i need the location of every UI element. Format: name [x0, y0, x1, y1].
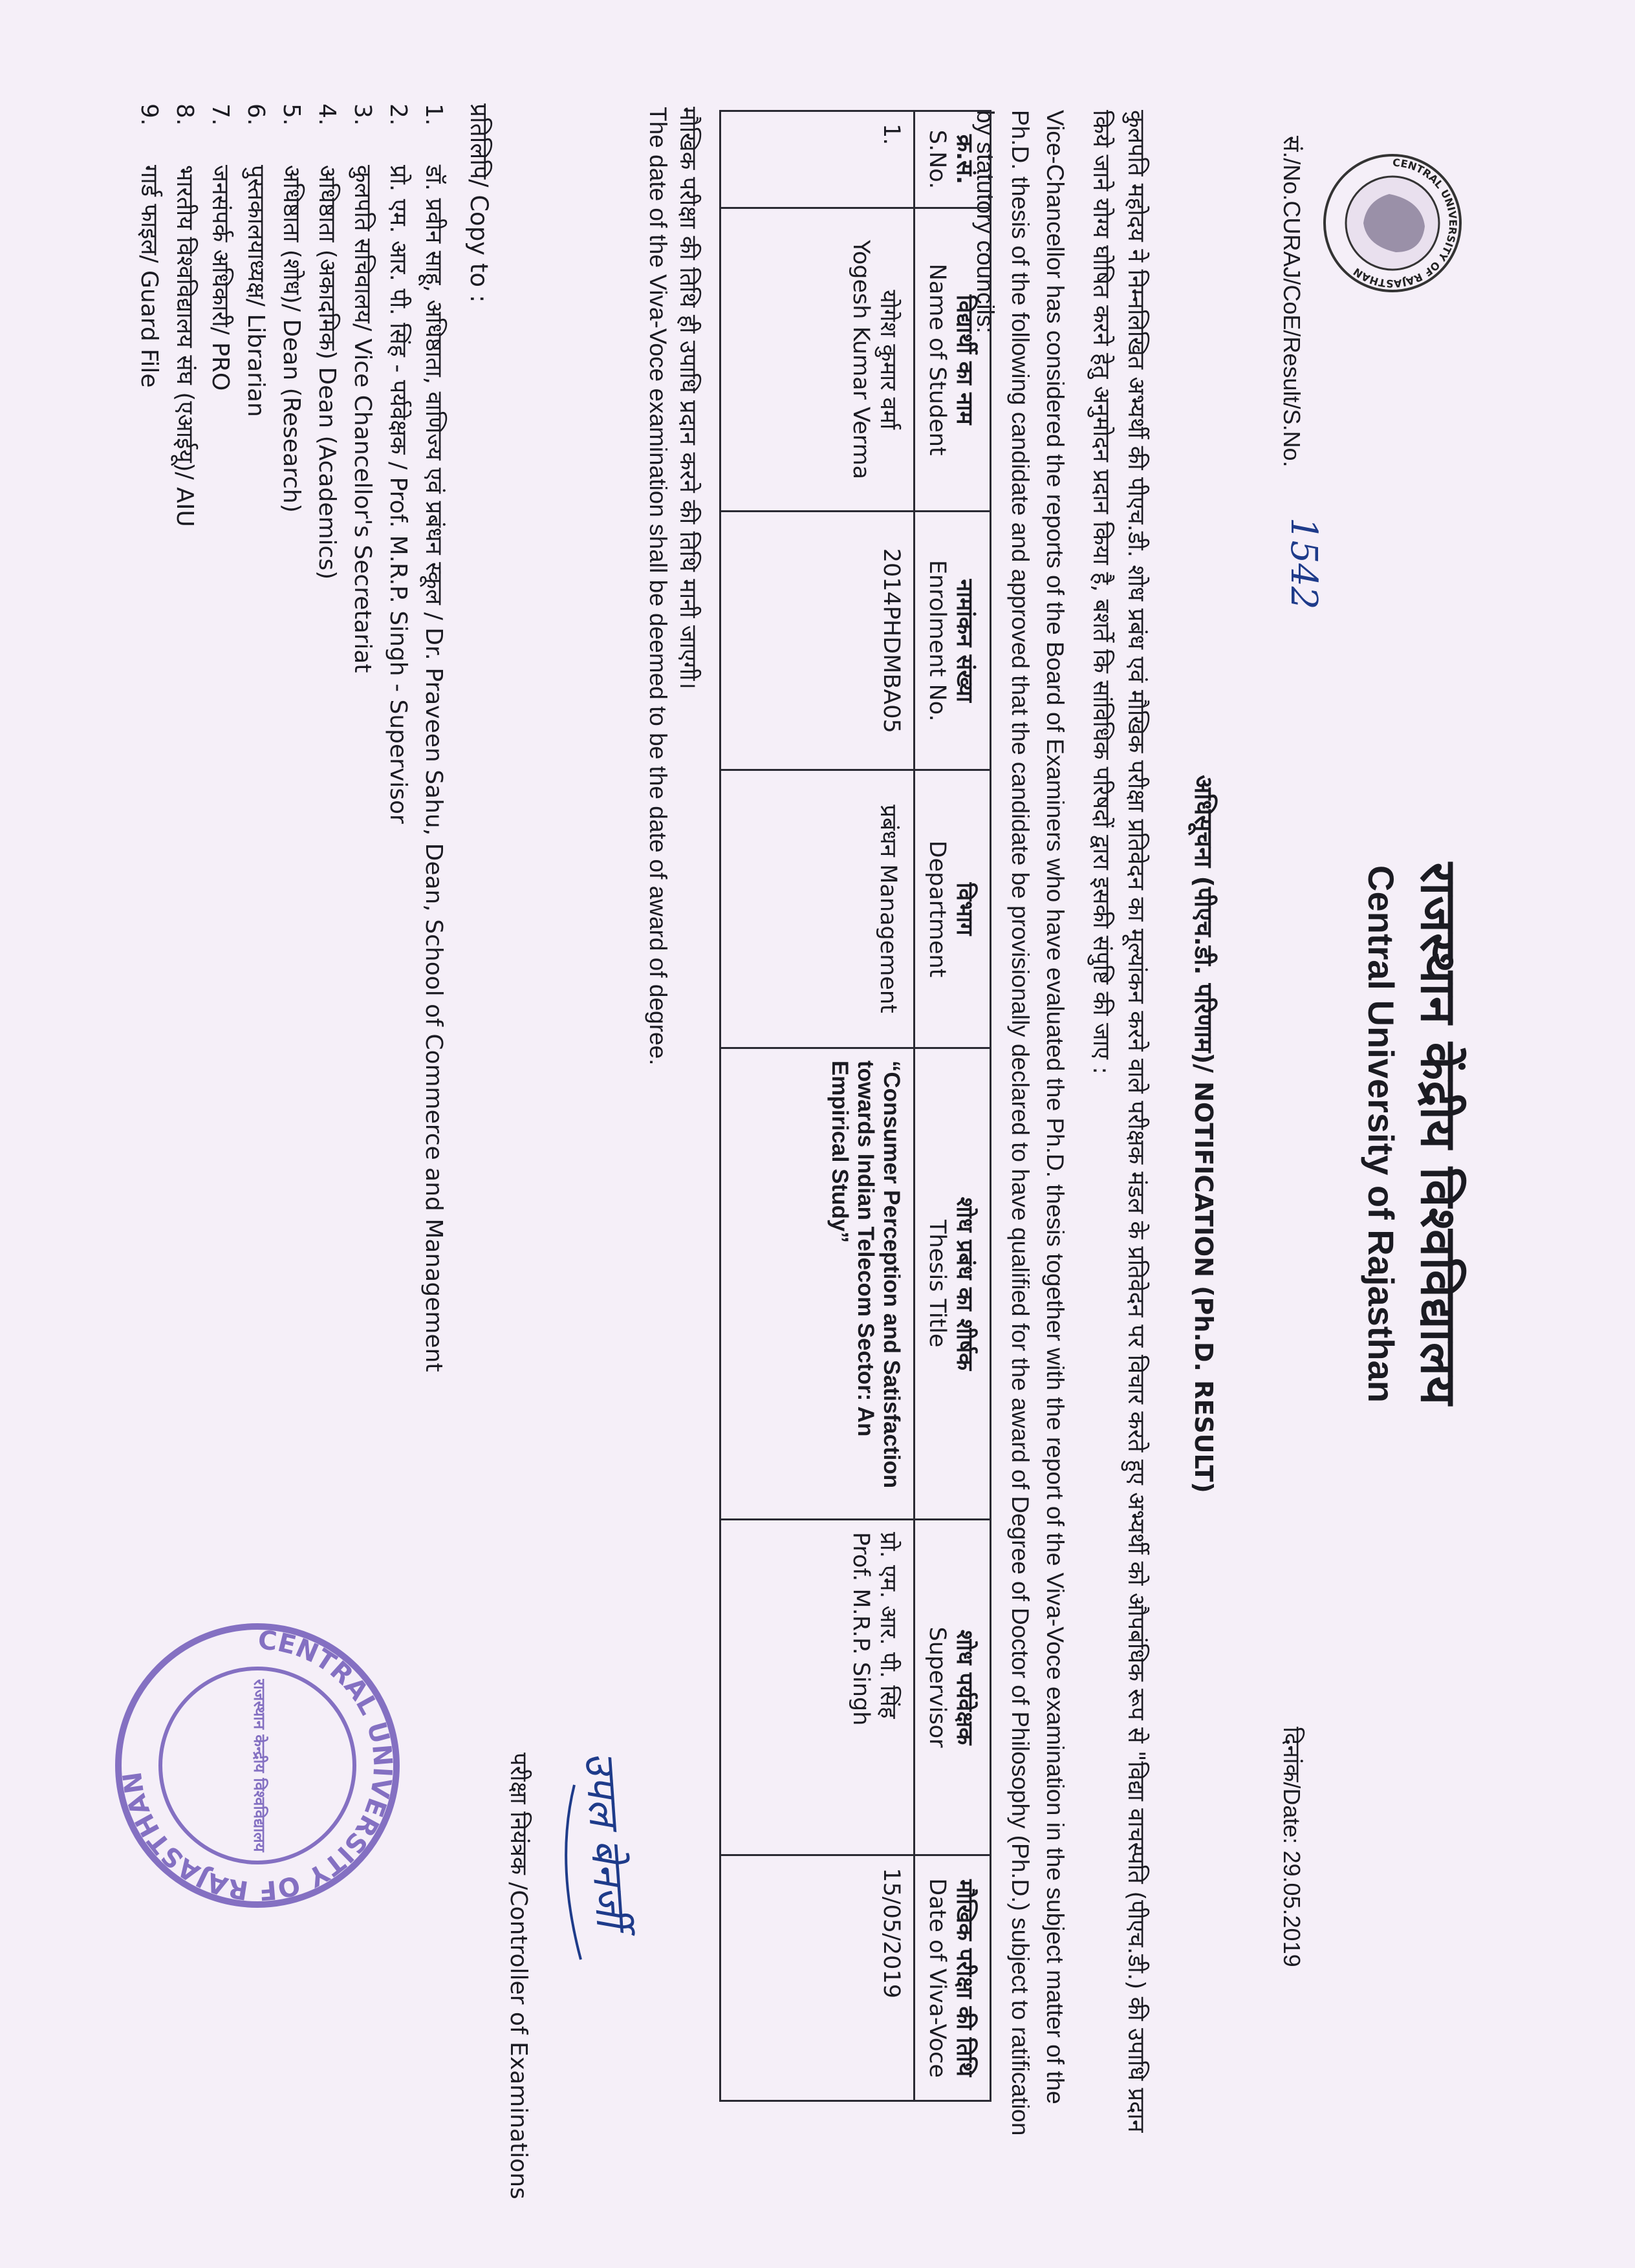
note-hindi: मौखिक परीक्षा की तिथि ही उपाधि प्रदान करने की तिथि मानी जाएगी।: [675, 107, 701, 690]
notification-heading: अधिसूचना (पीएच.डी. परिणाम)/ NOTIFICATION (Ph.D. RESULT): [1189, 775, 1218, 1493]
emblem-ring-text: CENTRAL UNIVERSITY OF RAJASTHAN: [1350, 156, 1460, 290]
header-supervisor: शोध पर्यवेक्षक Supervisor: [915, 1519, 991, 1855]
reference-number-handwritten: 1542: [1283, 517, 1325, 610]
supervisor-hindi: प्रो. एम. आर. पी. सिंह: [875, 1531, 901, 1719]
cell-department: प्रबंधन Management: [720, 770, 915, 1048]
list-item: 4.अधिष्ठाता (अकादमिक) Dean (Academics): [314, 103, 340, 580]
reference-label: सं./No.CURAJ/CoE/Result/S.No.: [1279, 136, 1305, 468]
list-item: 9.गार्ड फाइल/ Guard File: [136, 103, 162, 388]
cell-viva-date: 15/05/2019: [720, 1855, 915, 2101]
header-enrolment: नामांकन संख्या Enrolment No.: [915, 512, 991, 770]
table-header-row: [915, 111, 991, 2101]
copy-to-heading: प्रतिलिपि/ Copy to :: [465, 103, 493, 303]
header-sno: क्र.सं. S.No.: [915, 111, 991, 208]
seal-ring-text: CENTRAL UNIVERSITY OF RAJASTHAN: [117, 1625, 398, 1906]
body-paragraph-hindi: कुलपति महोदय ने निम्नलिखित अभ्यर्थी की पीएच.डी. शोध प्रबंध एवं मौखिक परीक्षा प्रतिवेदन का मूल्यांकन करने वाले परीक्षक मंडल के प्रतिवेदन पर विचार करते हुए अभ्यर्थी को औपबंधिक रूप से "विद्या वाचस्पति (पीएच.डी.) की उपाधि प्रदान किये जाने योग्य घोषित करने हेतु अनुमोदन प्रदान किया है, बशर्ते कि सांविधिक परिषदों द्वारा इसकी संपुष्टि की जाए :: [1088, 110, 1149, 2133]
cell-thesis: “Consumer Perception and Satisfaction towards Indian Telecom Sector: An Empirical Study”: [720, 1048, 915, 1519]
table-row: [720, 111, 915, 2101]
student-name-english: Yogesh Kumar Verma: [848, 240, 874, 480]
list-item: 3.कुलपति सचिवालय/ Vice Chancellor's Secretariat: [349, 103, 376, 673]
university-title-hindi: राजस्थान केंद्रीय विश्वविद्यालय: [1410, 862, 1467, 1406]
header-thesis: शोध प्रबंध का शीर्षक Thesis Title: [915, 1048, 991, 1519]
header-name: विद्यार्थी का नाम Name of Student: [915, 208, 991, 511]
supervisor-english: Prof. M.R.P. Singh: [848, 1531, 874, 1726]
cell-supervisor: [720, 1519, 915, 1855]
header-viva-date: मौखिक परीक्षा की तिथि Date of Viva-Voce: [915, 1855, 991, 2101]
controller-designation: परीक्षा नियंत्रक /Controller of Examinations: [505, 1753, 532, 2199]
university-seal-stamp: [109, 1617, 406, 1914]
seal-center-text: राजस्थान केन्द्रीय विश्वविद्यालय: [250, 1679, 268, 1852]
university-title-english: Central University of Rajasthan: [1361, 865, 1402, 1403]
cell-name: [720, 208, 915, 511]
list-item: 5.अधिष्ठाता (शोध)/ Dean (Research): [278, 103, 305, 513]
list-item: 7.जनसंपर्क अधिकारी/ PRO: [207, 103, 233, 391]
student-name-hindi: योगेश कुमार वर्मा: [875, 290, 901, 430]
cell-enrolment: 2014PHDMBA05: [720, 512, 915, 770]
result-table: [719, 110, 991, 2102]
signature-text: उपल बेनर्जी: [574, 1750, 635, 1929]
list-item: 1.डॉ. प्रवीन साहू, अधिष्ठाता, वाणिज्य एवं प्रबंधन स्कूल / Dr. Praveen Sahu, Dean, School of Commerce and Management: [420, 103, 447, 1372]
cell-sno: 1.: [720, 111, 915, 208]
list-item: 2.प्रो. एम. आर. पी. सिंह - पर्यवेक्षक / Prof. M.R.P. Singh - Supervisor: [385, 103, 411, 824]
header-department: विभाग Department: [915, 770, 991, 1048]
list-item: 8.भारतीय विश्वविद्यालय संघ (एआईयू)/ AIU: [171, 103, 198, 527]
note-english: The date of the Viva-Voce examination shall be deemed to be the date of award of degree.: [645, 107, 671, 1066]
body-paragraph-english: Vice-Chancellor has considered the reports of the Board of Examiners who have evaluated the Ph.D. thesis together with the report of the Viva-Voce examination in the subject matter of the Ph.D. thesis of the following candidate and approved that the candidate be provisionally declared to have qualified for the award of Degree of Doctor of Philosophy (Ph.D.) subject to ratification by statutory councils:: [972, 110, 1068, 2136]
issue-date: दिनांक/Date: 29.05.2019: [1279, 1727, 1305, 1967]
list-item: 6.पुस्तकालयाध्यक्ष/ Librarian: [243, 103, 269, 417]
copy-to-list: [131, 103, 451, 1372]
